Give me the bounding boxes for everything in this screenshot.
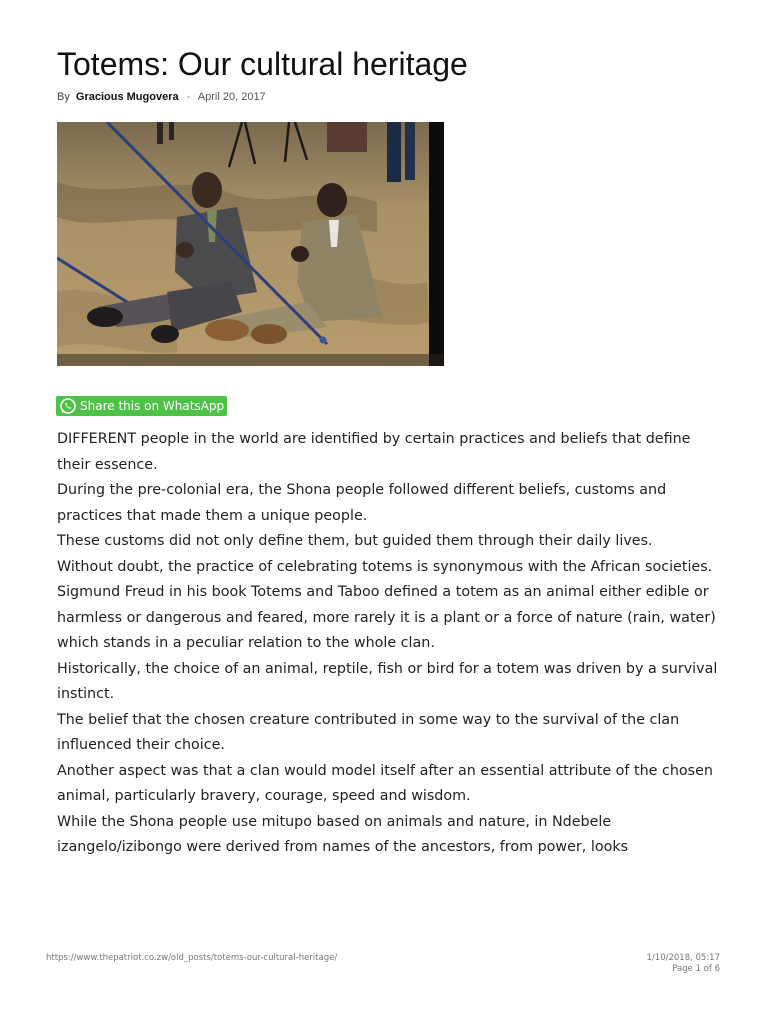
byline-separator: - bbox=[186, 91, 191, 103]
footer-meta bbox=[647, 953, 720, 975]
footer-url: https://www.thepatriot.co.zw/old_posts/totems-our-cultural-heritage/ bbox=[46, 953, 338, 963]
article-paragraph: While the Shona people use mitupo based on animals and nature, in Ndebele izangelo/izibongo were derived from names of the ancestors, from power, looks bbox=[57, 813, 629, 855]
article-photo-illustration bbox=[57, 122, 444, 366]
footer-timestamp: 1/10/2018, 05:17 bbox=[646, 953, 720, 963]
footer-page-number: Page 1 of 6 bbox=[672, 964, 720, 974]
article-paragraph: The belief that the chosen creature contributed in some way to the survival of the clan influenced their choice. bbox=[57, 711, 680, 753]
byline-by-label: By bbox=[57, 91, 70, 103]
article-photo bbox=[57, 122, 444, 366]
article-body bbox=[57, 427, 719, 861]
article-paragraph: Another aspect was that a clan would model itself after an essential attribute of the chosen animal, particularly bravery, courage, speed and wisdom. bbox=[57, 762, 713, 804]
byline bbox=[57, 89, 266, 105]
publish-date: April 20, 2017 bbox=[197, 91, 266, 103]
whatsapp-icon bbox=[59, 397, 77, 415]
page-title: Totems: Our cultural heritage bbox=[57, 46, 468, 82]
author-name[interactable]: Gracious Mugovera bbox=[75, 91, 179, 103]
share-whatsapp-button[interactable] bbox=[56, 396, 227, 416]
article-paragraph: Without doubt, the practice of celebrating totems is synonymous with the African societies. bbox=[57, 558, 713, 575]
article-paragraph: DIFFERENT people in the world are identified by certain practices and beliefs that define their essence. bbox=[57, 431, 691, 473]
article-paragraph: During the pre-colonial era, the Shona people followed different beliefs, customs and practices that made them a unique people. bbox=[57, 482, 667, 524]
article-paragraph: These customs did not only define them, but guided them through their daily lives. bbox=[57, 533, 653, 549]
article-paragraph: Historically, the choice of an animal, reptile, fish or bird for a totem was driven by a survival instinct. bbox=[57, 660, 718, 702]
share-whatsapp-label: Share this on WhatsApp bbox=[80, 399, 225, 413]
article-paragraph: Sigmund Freud in his book Totems and Taboo defined a totem as an animal either edible or harmless or dangerous and feared, more rarely it is a plant or a force of nature (rain, water) which stands in a peculiar relation to the whole clan. bbox=[57, 584, 716, 651]
